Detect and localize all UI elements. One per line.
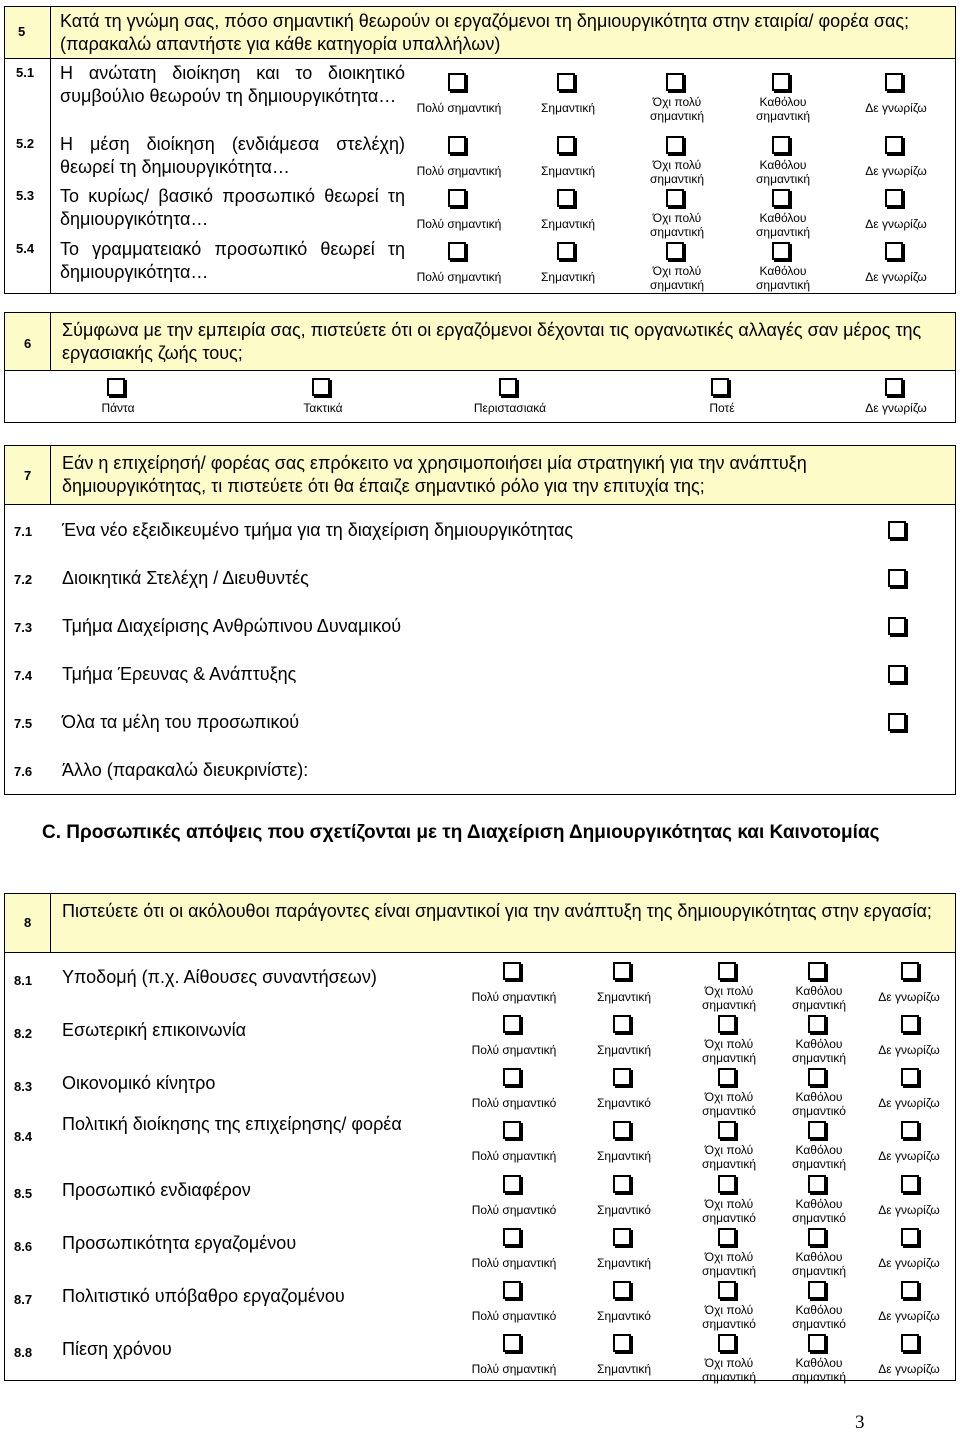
q6-frame bbox=[4, 371, 956, 423]
q8-option-checkbox[interactable] bbox=[613, 1121, 631, 1139]
q8-option-label: Σημαντική bbox=[596, 1043, 652, 1057]
q8-option-checkbox[interactable] bbox=[718, 1015, 736, 1033]
q7-item-text: Όλα τα μέλη του προσωπικού bbox=[62, 712, 300, 732]
q8-option-label: Πολύ σημαντική bbox=[471, 1043, 557, 1057]
q5-divider bbox=[50, 6, 51, 59]
q8-option-checkbox[interactable] bbox=[613, 1175, 631, 1193]
q7-item-checkbox[interactable] bbox=[888, 521, 906, 539]
q5-option-label: Καθόλου σημαντική bbox=[755, 95, 810, 123]
q5-option-label: Σημαντική bbox=[540, 164, 596, 178]
q6-option-label: Δε γνωρίζω bbox=[865, 401, 927, 415]
q5-option-checkbox[interactable] bbox=[666, 136, 684, 154]
q5-option-label: Πολύ σημαντική bbox=[416, 164, 502, 178]
q8-option-checkbox[interactable] bbox=[808, 1281, 826, 1299]
q8-option-label: Καθόλου σημαντικό bbox=[792, 1090, 846, 1118]
q8-option-checkbox[interactable] bbox=[901, 962, 919, 980]
q8-option-checkbox[interactable] bbox=[718, 1228, 736, 1246]
q5-item-number: 5.3 bbox=[16, 188, 35, 203]
q8-item-number: 8.3 bbox=[14, 1079, 33, 1094]
q8-option-checkbox[interactable] bbox=[901, 1334, 919, 1352]
q8-option-label: Πολύ σημαντικό bbox=[471, 1309, 557, 1323]
q8-option-checkbox[interactable] bbox=[503, 1281, 521, 1299]
q8-option-label: Όχι πολύ σημαντικό bbox=[702, 1197, 756, 1225]
q5-number: 5 bbox=[18, 24, 26, 39]
q8-option-label: Δε γνωρίζω bbox=[878, 990, 940, 1004]
q8-option-label: Όχι πολύ σημαντικό bbox=[702, 1090, 756, 1118]
q8-option-label: Καθόλου σημαντική bbox=[791, 1037, 846, 1065]
q5-option-label: Δε γνωρίζω bbox=[865, 101, 927, 115]
q8-number: 8 bbox=[24, 915, 32, 930]
q7-frame bbox=[4, 505, 956, 795]
q5-item-text: Το γραμματειακό προσωπικό θεωρεί τη δημιουργικότητα… bbox=[60, 239, 405, 282]
q8-item-text: Προσωπικότητα εργαζομένου bbox=[62, 1233, 297, 1253]
q6-option-label: Περιστασιακά bbox=[473, 401, 547, 415]
q8-option-checkbox[interactable] bbox=[613, 1015, 631, 1033]
q8-item-number: 8.7 bbox=[14, 1292, 33, 1307]
q8-option-checkbox[interactable] bbox=[613, 962, 631, 980]
q8-option-label: Δε γνωρίζω bbox=[878, 1043, 940, 1057]
q5-option-checkbox[interactable] bbox=[772, 73, 790, 91]
q6-option-label: Ποτέ bbox=[709, 401, 735, 415]
q8-option-checkbox[interactable] bbox=[808, 1121, 826, 1139]
q8-item-number: 8.5 bbox=[14, 1186, 33, 1201]
q5-option-label: Όχι πολύ σημαντική bbox=[649, 264, 704, 292]
q8-option-label: Δε γνωρίζω bbox=[878, 1203, 940, 1217]
q5-question: Κατά τη γνώμη σας, πόσο σημαντική θεωρούν οι εργαζόμενοι τη δημιουργικότητα στην εταιρία/ φορέα σας; (παρακαλώ απαντήστε για κάθε κατηγορία υπαλλήλων) bbox=[60, 11, 910, 54]
q5-option-checkbox[interactable] bbox=[666, 73, 684, 91]
q7-divider bbox=[50, 445, 51, 505]
q8-option-label: Όχι πολύ σημαντικό bbox=[702, 1303, 756, 1331]
q8-option-checkbox[interactable] bbox=[901, 1281, 919, 1299]
q7-item-number: 7.6 bbox=[14, 764, 33, 779]
q8-option-checkbox[interactable] bbox=[718, 1175, 736, 1193]
q5-option-label: Σημαντική bbox=[540, 217, 596, 231]
q5-item-text: Η ανώτατη διοίκηση και το διοικητικό συμβούλιο θεωρούν τη δημιουργικότητα… bbox=[60, 63, 405, 106]
q5-item-text: Η μέση διοίκηση (ενδιάμεσα στελέχη) θεωρεί τη δημιουργικότητα… bbox=[60, 134, 405, 177]
section-c-letter: C. bbox=[42, 822, 61, 843]
page-number: 3 bbox=[855, 1412, 865, 1433]
q8-option-checkbox[interactable] bbox=[718, 1334, 736, 1352]
q5-option-label: Πολύ σημαντική bbox=[416, 101, 502, 115]
q5-option-checkbox[interactable] bbox=[885, 136, 903, 154]
q8-item-text: Εσωτερική επικοινωνία bbox=[62, 1020, 246, 1040]
q8-option-checkbox[interactable] bbox=[718, 1068, 736, 1086]
q8-option-label: Σημαντικό bbox=[597, 1309, 651, 1323]
q5-option-checkbox[interactable] bbox=[885, 242, 903, 260]
q8-option-checkbox[interactable] bbox=[808, 1015, 826, 1033]
q8-option-checkbox[interactable] bbox=[718, 1281, 736, 1299]
q5-item-number: 5.4 bbox=[16, 241, 35, 256]
q8-option-checkbox[interactable] bbox=[503, 1121, 521, 1139]
q8-item-number: 8.8 bbox=[14, 1345, 33, 1360]
q5-option-checkbox[interactable] bbox=[448, 189, 466, 207]
q8-option-label: Καθόλου σημαντική bbox=[791, 1250, 846, 1278]
q5-option-checkbox[interactable] bbox=[557, 73, 575, 91]
q8-option-label: Σημαντική bbox=[596, 1256, 652, 1270]
q8-option-label: Όχι πολύ σημαντική bbox=[701, 984, 756, 1012]
q8-item-number: 8.2 bbox=[14, 1026, 33, 1041]
q5-option-label: Όχι πολύ σημαντική bbox=[649, 95, 704, 123]
q8-option-label: Πολύ σημαντική bbox=[471, 990, 557, 1004]
q8-option-label: Δε γνωρίζω bbox=[878, 1309, 940, 1323]
q5-option-checkbox[interactable] bbox=[772, 242, 790, 260]
q7-item-text: Διοικητικά Στελέχη / Διευθυντές bbox=[62, 568, 309, 588]
q5-option-label: Όχι πολύ σημαντική bbox=[649, 158, 704, 186]
q8-item-number: 8.4 bbox=[14, 1129, 33, 1144]
q5-option-label: Πολύ σημαντική bbox=[416, 270, 502, 284]
q8-option-checkbox[interactable] bbox=[503, 1015, 521, 1033]
section-c-title-text: Προσωπικές απόψεις που σχετίζονται με τη Διαχείριση Δημιουργικότητας και Καινοτομίας bbox=[66, 822, 880, 843]
q8-option-label: Δε γνωρίζω bbox=[878, 1096, 940, 1110]
q8-option-label: Πολύ σημαντική bbox=[471, 1149, 557, 1163]
q8-option-label: Δε γνωρίζω bbox=[878, 1149, 940, 1163]
q5-option-checkbox[interactable] bbox=[448, 73, 466, 91]
q5-body-divider bbox=[50, 59, 51, 294]
q8-option-checkbox[interactable] bbox=[718, 1121, 736, 1139]
q6-question: Σύμφωνα με την εμπειρία σας, πιστεύετε ότι οι εργαζόμενοι δέχονται τις οργανωτικές αλλαγές σαν μέρος της εργασιακής ζωής τους; bbox=[62, 320, 922, 363]
q5-option-label: Δε γνωρίζω bbox=[865, 217, 927, 231]
q6-option-checkbox[interactable] bbox=[107, 378, 125, 396]
q5-option-label: Δε γνωρίζω bbox=[865, 164, 927, 178]
q8-option-label: Καθόλου σημαντική bbox=[791, 1143, 846, 1171]
q7-item-text: Τμήμα Έρευνας & Ανάπτυξης bbox=[62, 664, 297, 684]
q8-option-label: Πολύ σημαντική bbox=[471, 1256, 557, 1270]
q5-option-checkbox[interactable] bbox=[666, 189, 684, 207]
q6-option-label: Τακτικά bbox=[303, 401, 343, 415]
q5-option-checkbox[interactable] bbox=[557, 189, 575, 207]
q8-option-label: Σημαντικό bbox=[597, 1203, 651, 1217]
q5-option-label: Καθόλου σημαντική bbox=[755, 264, 810, 292]
q5-option-checkbox[interactable] bbox=[772, 189, 790, 207]
q8-option-checkbox[interactable] bbox=[901, 1068, 919, 1086]
q6-option-checkbox[interactable] bbox=[312, 378, 330, 396]
q8-item-text: Πολιτική διοίκησης της επιχείρησης/ φορέα bbox=[62, 1114, 402, 1134]
q5-option-checkbox[interactable] bbox=[448, 242, 466, 260]
q7-item-text: Άλλο (παρακαλώ διευκρινίστε): bbox=[62, 760, 309, 780]
q8-option-checkbox[interactable] bbox=[808, 962, 826, 980]
q8-item-number: 8.1 bbox=[14, 973, 33, 988]
q5-option-label: Καθόλου σημαντική bbox=[755, 158, 810, 186]
q8-option-checkbox[interactable] bbox=[808, 1175, 826, 1193]
q8-option-label: Όχι πολύ σημαντική bbox=[701, 1143, 756, 1171]
q5-option-checkbox[interactable] bbox=[772, 136, 790, 154]
q8-option-checkbox[interactable] bbox=[613, 1228, 631, 1246]
q6-divider bbox=[50, 312, 51, 371]
q8-option-label: Σημαντικό bbox=[597, 1096, 651, 1110]
q5-option-checkbox[interactable] bbox=[448, 136, 466, 154]
q8-item-text: Υποδομή (π.χ. Αίθουσες συναντήσεων) bbox=[62, 967, 377, 987]
q8-item-number: 8.6 bbox=[14, 1239, 33, 1254]
q7-number: 7 bbox=[24, 468, 32, 483]
q7-item-checkbox[interactable] bbox=[888, 617, 906, 635]
q8-divider bbox=[50, 893, 51, 953]
q8-option-checkbox[interactable] bbox=[613, 1334, 631, 1352]
q8-option-label: Όχι πολύ σημαντική bbox=[701, 1037, 756, 1065]
q8-option-checkbox[interactable] bbox=[613, 1068, 631, 1086]
q7-item-text: Τμήμα Διαχείρισης Ανθρώπινου Δυναμικού bbox=[62, 616, 402, 636]
q8-option-checkbox[interactable] bbox=[808, 1068, 826, 1086]
q8-option-checkbox[interactable] bbox=[503, 1175, 521, 1193]
q5-option-label: Σημαντική bbox=[540, 270, 596, 284]
q5-option-checkbox[interactable] bbox=[557, 242, 575, 260]
q8-item-text: Πολιτιστικό υπόβαθρο εργαζομένου bbox=[62, 1286, 345, 1306]
q5-item-number: 5.1 bbox=[16, 65, 35, 80]
q5-option-label: Πολύ σημαντική bbox=[416, 217, 502, 231]
q8-option-label: Καθόλου σημαντικό bbox=[792, 1303, 846, 1331]
q5-item-text: Το κυρίως/ βασικό προσωπικό θεωρεί τη δημιουργικότητα… bbox=[60, 186, 405, 229]
q8-option-label: Καθόλου σημαντική bbox=[791, 1356, 846, 1384]
q6-option-label: Πάντα bbox=[101, 401, 135, 415]
q7-item-number: 7.3 bbox=[14, 620, 33, 635]
q6-option-checkbox[interactable] bbox=[885, 378, 903, 396]
q8-option-checkbox[interactable] bbox=[808, 1228, 826, 1246]
q8-option-label: Σημαντική bbox=[596, 1362, 652, 1376]
q7-question: Εάν η επιχείρησή/ φορέας σας επρόκειτο να χρησιμοποιήσει μία στρατηγική για την ανάπτυξη δημιουργικότητας, τι πιστεύετε ότι θα έπαιζε σημαντικό ρόλο για την επιτυχία της; bbox=[62, 453, 807, 496]
q8-option-label: Δε γνωρίζω bbox=[878, 1362, 940, 1376]
q8-option-label: Πολύ σημαντικό bbox=[471, 1203, 557, 1217]
q8-option-checkbox[interactable] bbox=[613, 1281, 631, 1299]
q7-item-number: 7.5 bbox=[14, 716, 33, 731]
q8-question: Πιστεύετε ότι οι ακόλουθοι παράγοντες είναι σημαντικοί για την ανάπτυξη της δημιουργικότητας στην εργασία; bbox=[62, 901, 932, 921]
q8-option-checkbox[interactable] bbox=[901, 1015, 919, 1033]
q8-option-label: Πολύ σημαντικό bbox=[471, 1096, 557, 1110]
q7-item-number: 7.2 bbox=[14, 572, 33, 587]
q5-option-checkbox[interactable] bbox=[666, 242, 684, 260]
q7-item-text: Ένα νέο εξειδικευμένο τμήμα για τη διαχείριση δημιουργικότητας bbox=[62, 520, 574, 540]
section-c-title bbox=[42, 820, 892, 846]
q5-option-checkbox[interactable] bbox=[557, 136, 575, 154]
q8-option-checkbox[interactable] bbox=[808, 1334, 826, 1352]
q5-option-checkbox[interactable] bbox=[885, 73, 903, 91]
q5-option-checkbox[interactable] bbox=[885, 189, 903, 207]
q5-option-label: Όχι πολύ σημαντική bbox=[649, 211, 704, 239]
q8-option-checkbox[interactable] bbox=[503, 962, 521, 980]
q7-item-checkbox[interactable] bbox=[888, 665, 906, 683]
q6-option-checkbox[interactable] bbox=[499, 378, 517, 396]
q5-item-number: 5.2 bbox=[16, 136, 35, 151]
q8-option-label: Δε γνωρίζω bbox=[878, 1256, 940, 1270]
q8-option-checkbox[interactable] bbox=[901, 1175, 919, 1193]
q8-item-text: Προσωπικό ενδιαφέρον bbox=[62, 1180, 251, 1200]
q8-option-checkbox[interactable] bbox=[503, 1334, 521, 1352]
q8-option-checkbox[interactable] bbox=[503, 1228, 521, 1246]
q5-option-label: Σημαντική bbox=[540, 101, 596, 115]
q8-option-checkbox[interactable] bbox=[718, 962, 736, 980]
q7-item-checkbox[interactable] bbox=[888, 569, 906, 587]
q7-item-checkbox[interactable] bbox=[888, 713, 906, 731]
q8-option-label: Όχι πολύ σημαντική bbox=[701, 1356, 756, 1384]
q8-option-label: Καθόλου σημαντική bbox=[791, 984, 846, 1012]
q6-number: 6 bbox=[24, 336, 32, 351]
q7-item-number: 7.4 bbox=[14, 668, 33, 683]
q8-option-checkbox[interactable] bbox=[901, 1121, 919, 1139]
q8-option-label: Όχι πολύ σημαντική bbox=[701, 1250, 756, 1278]
q8-option-label: Πολύ σημαντική bbox=[471, 1362, 557, 1376]
q8-item-text: Οικονομικό κίνητρο bbox=[62, 1073, 216, 1093]
q8-option-label: Σημαντική bbox=[596, 990, 652, 1004]
q8-option-label: Σημαντική bbox=[596, 1149, 652, 1163]
q8-option-checkbox[interactable] bbox=[901, 1228, 919, 1246]
q5-option-label: Καθόλου σημαντική bbox=[755, 211, 810, 239]
q7-item-number: 7.1 bbox=[14, 524, 33, 539]
q5-option-label: Δε γνωρίζω bbox=[865, 270, 927, 284]
q6-option-checkbox[interactable] bbox=[711, 378, 729, 396]
q8-option-label: Καθόλου σημαντικό bbox=[792, 1197, 846, 1225]
q8-item-text: Πίεση χρόνου bbox=[62, 1339, 172, 1359]
q8-option-checkbox[interactable] bbox=[503, 1068, 521, 1086]
